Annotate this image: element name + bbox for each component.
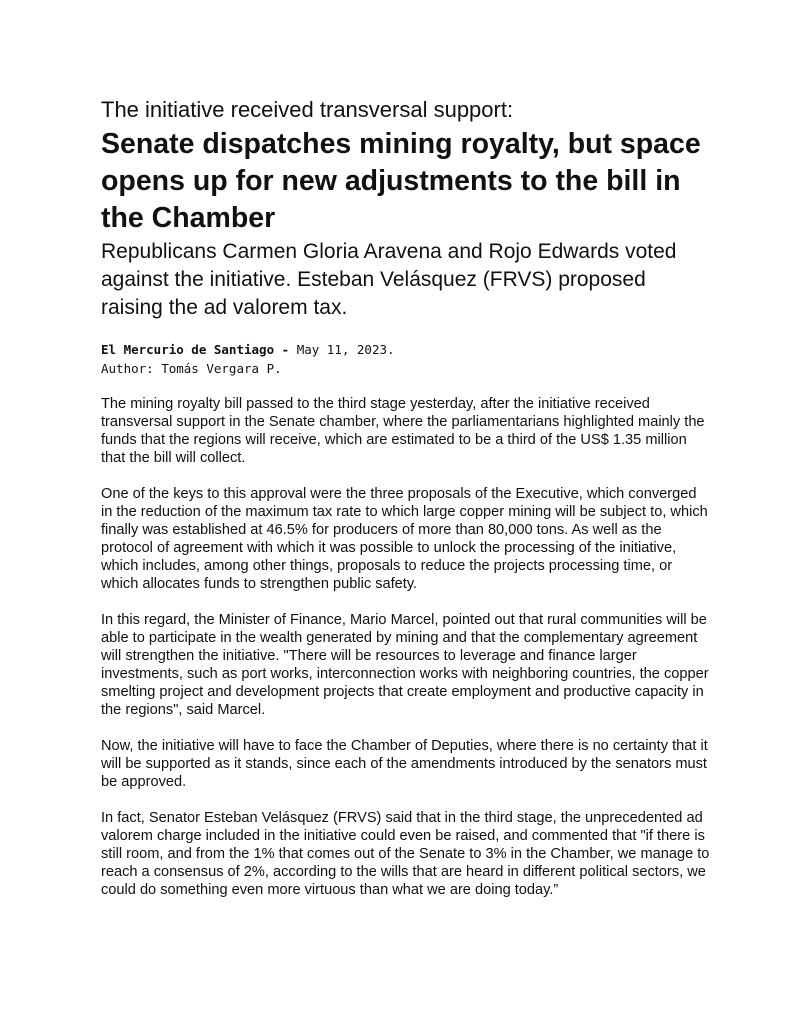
body-paragraph: In fact, Senator Esteban Velásquez (FRVS) said that in the third stage, the unprecedented ad valorem charge included in the initiative could even be raised, and commented that "if there is still room, and from the 1% that comes out of the Senate to 3% in the Chamber, we manage to reach a consensus of 2%, according to the wills that are heard in different political sectors, we could do something even more virtuous than what we are doing today.”: [101, 810, 710, 898]
body-paragraph: The mining royalty bill passed to the third stage yesterday, after the initiative received transversal support in the Senate chamber, where the parliamentarians highlighted mainly the funds that the regions will receive, which are estimated to be a third of the US$ 1.35 million that the bill will collect.: [101, 396, 705, 466]
article-subhead: Republicans Carmen Gloria Aravena and Rojo Edwards voted against the initiative. Esteban Velásquez (FRVS) proposed raising the ad valorem tax.: [101, 240, 677, 319]
byline: [101, 340, 711, 378]
body-paragraph: Now, the initiative will have to face the Chamber of Deputies, where there is no certainty that it will be supported as it stands, since each of the amendments introduced by the senators must be approved.: [101, 738, 708, 790]
author-line: Author: Tomás Vergara P.: [101, 361, 282, 376]
publication-source: El Mercurio de Santiago -: [101, 342, 290, 357]
article-kicker: The initiative received transversal support:: [101, 97, 514, 122]
body-paragraph: One of the keys to this approval were the three proposals of the Executive, which converged in the reduction of the maximum tax rate to which large copper mining will be subject to, which finally was established at 46.5% for producers of more than 80,000 tons. As well as the protocol of agreement with which it was possible to unlock the processing of the initiative, which includes, among other things, proposals to reduce the projects processing time, or which allocates funds to strengthen public safety.: [101, 486, 708, 592]
article-body: [101, 395, 711, 899]
publication-date: May 11, 2023.: [296, 342, 395, 357]
article: [101, 96, 711, 917]
article-headline: Senate dispatches mining royalty, but space opens up for new adjustments to the bill in the Chamber: [101, 128, 701, 234]
source-line: [101, 340, 711, 359]
body-paragraph: In this regard, the Minister of Finance, Mario Marcel, pointed out that rural communities will be able to participate in the wealth generated by mining and that the complementary agreement will strengthen the initiative. "There will be resources to leverage and finance larger investments, such as port works, interconnection works with neighboring countries, the copper smelting project and development projects that create employment and productive capacity in the regions", said Marcel.: [101, 612, 709, 718]
